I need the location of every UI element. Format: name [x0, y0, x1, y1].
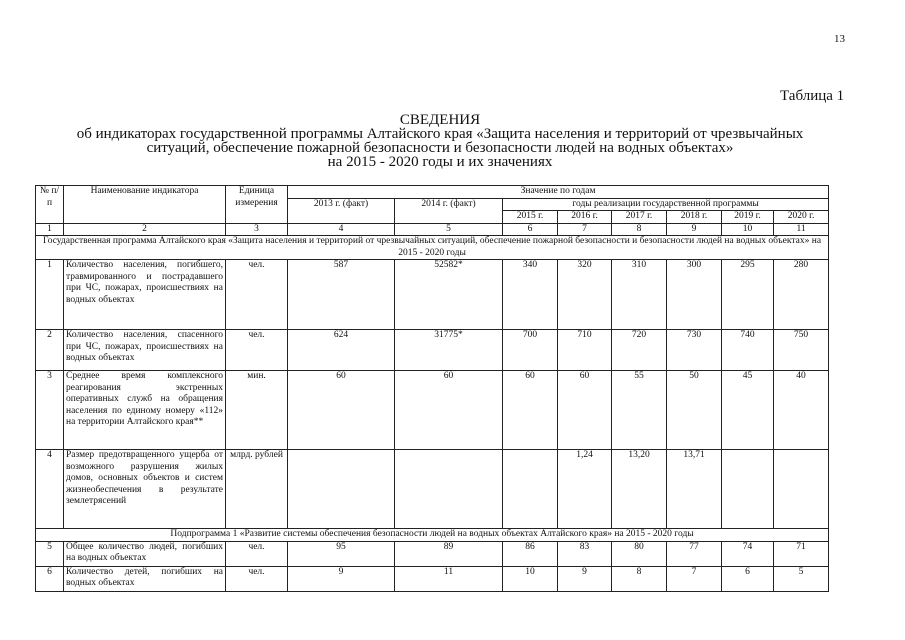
indicator-name: Общее количество людей, погибших на водных объектах — [64, 541, 226, 566]
value-2020: 280 — [774, 260, 829, 330]
table-header-row — [36, 186, 829, 199]
value-2013: 587 — [288, 260, 395, 330]
unit: чел. — [226, 260, 288, 330]
value-2018: 50 — [667, 371, 722, 450]
column-number: 11 — [774, 223, 829, 236]
value-2020: 40 — [774, 371, 829, 450]
value-2019: 45 — [722, 371, 774, 450]
unit: мин. — [226, 371, 288, 450]
indicator-name: Размер предотвращенного ущерба от возможного разрушения жилых домов, основных объектов и систем жизнеобеспечения в результате землетрясений — [64, 450, 226, 529]
value-2018: 7 — [667, 566, 722, 591]
value-2020: 5 — [774, 566, 829, 591]
indicator-name: Количество населения, погибшего, травмированного и пострадавшего при ЧС, пожарах, происшествиях на водных объектах — [64, 260, 226, 330]
value-2016: 83 — [558, 541, 612, 566]
table-row — [36, 450, 829, 529]
value-2014: 31775* — [395, 330, 503, 371]
subprogram-section-title: Подпрограмма 1 «Развитие системы обеспечения безопасности людей на водных объектах Алтайского края» на 2015 - 2020 годы — [36, 529, 829, 542]
value-2020 — [774, 450, 829, 529]
value-2014: 89 — [395, 541, 503, 566]
document-subtitle-line: об индикаторах государственной программы Алтайского края «Защита населения и территорий от чрезвычайных — [76, 126, 804, 142]
value-2013: 624 — [288, 330, 395, 371]
table-row — [36, 260, 829, 330]
column-number: 3 — [226, 223, 288, 236]
value-2015: 340 — [503, 260, 558, 330]
column-number-row — [36, 223, 829, 236]
value-2013: 60 — [288, 371, 395, 450]
table-row — [36, 566, 829, 591]
value-2015: 60 — [503, 371, 558, 450]
header-name: Наименование индикатора — [64, 186, 226, 224]
table-row — [36, 541, 829, 566]
row-num: 3 — [36, 371, 64, 450]
value-2015: 700 — [503, 330, 558, 371]
value-2018: 730 — [667, 330, 722, 371]
indicators-table — [35, 185, 829, 592]
row-num: 6 — [36, 566, 64, 591]
column-number: 10 — [722, 223, 774, 236]
value-2017: 720 — [612, 330, 667, 371]
table-row — [36, 330, 829, 371]
header-year: 2019 г. — [722, 211, 774, 224]
column-number: 1 — [36, 223, 64, 236]
row-num: 5 — [36, 541, 64, 566]
value-2017: 80 — [612, 541, 667, 566]
column-number: 8 — [612, 223, 667, 236]
unit: чел. — [226, 330, 288, 371]
table-row — [36, 371, 829, 450]
page-number: 13 — [834, 33, 845, 45]
value-2018: 77 — [667, 541, 722, 566]
value-2014 — [395, 450, 503, 529]
value-2016: 9 — [558, 566, 612, 591]
value-2017: 55 — [612, 371, 667, 450]
value-2018: 13,71 — [667, 450, 722, 529]
header-year: 2018 г. — [667, 211, 722, 224]
value-2016: 60 — [558, 371, 612, 450]
row-num: 2 — [36, 330, 64, 371]
column-number: 6 — [503, 223, 558, 236]
header-program-years: годы реализации государственной программы — [503, 198, 829, 211]
unit: млрд. рублей — [226, 450, 288, 529]
section-row — [36, 236, 829, 260]
value-2014: 11 — [395, 566, 503, 591]
value-2014: 52582* — [395, 260, 503, 330]
value-2015: 10 — [503, 566, 558, 591]
value-2013: 9 — [288, 566, 395, 591]
section-row — [36, 529, 829, 542]
column-number: 7 — [558, 223, 612, 236]
value-2013 — [288, 450, 395, 529]
program-section-title: Государственная программа Алтайского края «Защита населения и территорий от чрезвычайных ситуаций, обеспечение пожарной безопасности и безопасности людей на водных объектах» на 2015 - 2020 годы — [36, 236, 829, 260]
value-2013: 95 — [288, 541, 395, 566]
document-subtitle-line: на 2015 - 2020 годы и их значениях — [327, 154, 553, 170]
header-year: 2015 г. — [503, 211, 558, 224]
value-2017: 310 — [612, 260, 667, 330]
indicator-name: Количество детей, погибших на водных объектах — [64, 566, 226, 591]
value-2017: 8 — [612, 566, 667, 591]
column-number: 9 — [667, 223, 722, 236]
value-2018: 300 — [667, 260, 722, 330]
value-2016: 710 — [558, 330, 612, 371]
document-subtitle-line: ситуаций, обеспечение пожарной безопасности и безопасности людей на водных объектах» — [146, 140, 734, 156]
value-2019: 74 — [722, 541, 774, 566]
value-2020: 750 — [774, 330, 829, 371]
value-2019: 740 — [722, 330, 774, 371]
document-title: СВЕДЕНИЯ — [399, 112, 481, 128]
column-number: 4 — [288, 223, 395, 236]
value-2020: 71 — [774, 541, 829, 566]
header-2014: 2014 г. (факт) — [395, 198, 503, 223]
value-2019: 295 — [722, 260, 774, 330]
value-2015: 86 — [503, 541, 558, 566]
indicator-name: Среднее время комплексного реагирования экстренных оперативных служб на обращения населения по единому номеру «112» на территории Алтайского края** — [64, 371, 226, 450]
indicator-name: Количество населения, спасенного при ЧС, пожарах, происшествиях на водных объектах — [64, 330, 226, 371]
column-number: 2 — [64, 223, 226, 236]
header-values-by-year: Значение по годам — [288, 186, 829, 199]
value-2017: 13,20 — [612, 450, 667, 529]
header-year: 2017 г. — [612, 211, 667, 224]
unit: чел. — [226, 541, 288, 566]
header-unit: Единица измерения — [226, 186, 288, 224]
row-num: 4 — [36, 450, 64, 529]
header-2013: 2013 г. (факт) — [288, 198, 395, 223]
value-2016: 1,24 — [558, 450, 612, 529]
header-year: 2016 г. — [558, 211, 612, 224]
header-num: № п/п — [36, 186, 64, 224]
value-2015 — [503, 450, 558, 529]
header-year: 2020 г. — [774, 211, 829, 224]
value-2016: 320 — [558, 260, 612, 330]
column-number: 5 — [395, 223, 503, 236]
value-2014: 60 — [395, 371, 503, 450]
table-label: Таблица 1 — [780, 88, 845, 104]
unit: чел. — [226, 566, 288, 591]
value-2019 — [722, 450, 774, 529]
row-num: 1 — [36, 260, 64, 330]
value-2019: 6 — [722, 566, 774, 591]
